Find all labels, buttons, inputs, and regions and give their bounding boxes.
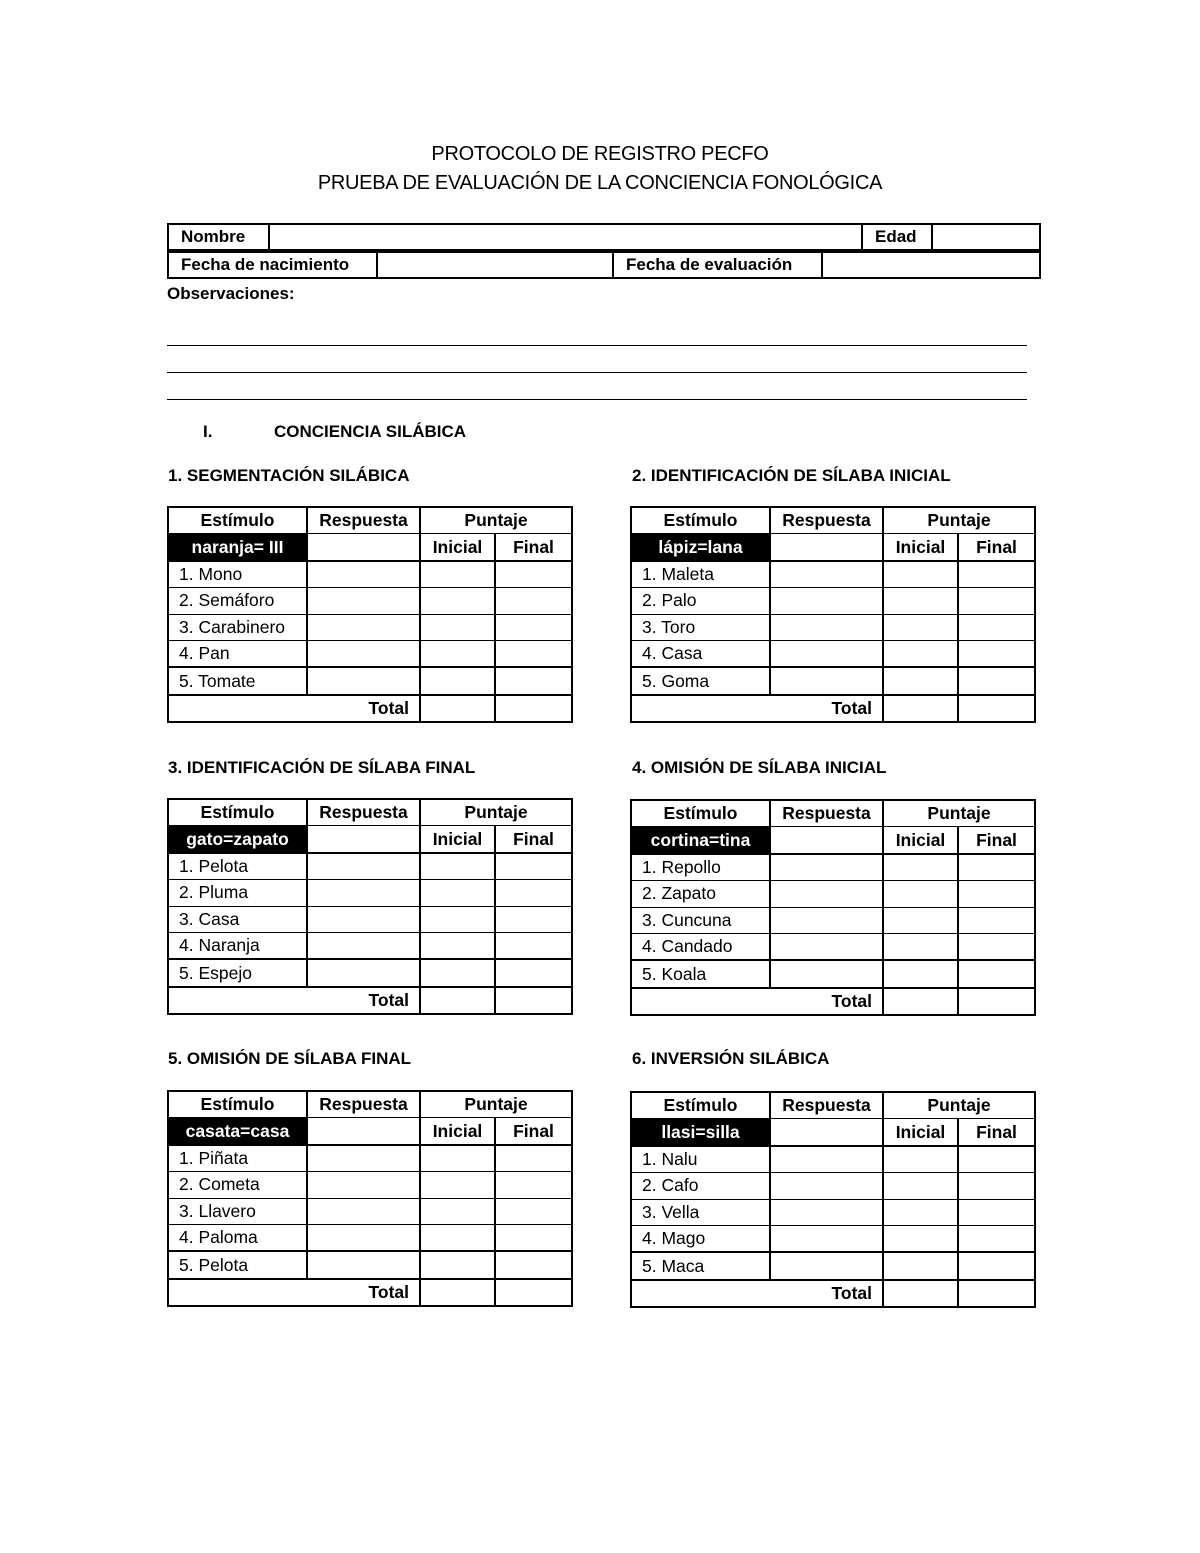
table-row — [631, 933, 1035, 960]
header-final: Final — [495, 534, 572, 561]
stimulus-item: 3. Toro — [631, 614, 770, 640]
stimulus-item: 1. Nalu — [631, 1146, 770, 1173]
header-inicial: Inicial — [420, 534, 495, 561]
score-inicial-cell[interactable] — [883, 561, 958, 588]
response-cell[interactable] — [770, 1252, 883, 1279]
total-label: Total — [631, 1280, 883, 1307]
score-inicial-cell[interactable] — [883, 1252, 958, 1279]
header-inicial: Inicial — [883, 534, 958, 561]
stimulus-item: 2. Pluma — [168, 880, 307, 906]
example-stimulus: cortina=tina — [631, 827, 770, 854]
stimulus-item: 4. Paloma — [168, 1224, 307, 1251]
header-estimulo: Estímulo — [631, 1092, 770, 1119]
example-stimulus: llasi=silla — [631, 1119, 770, 1146]
response-cell[interactable] — [307, 906, 420, 932]
header-final: Final — [958, 534, 1035, 561]
score-final-cell[interactable] — [958, 1173, 1035, 1199]
score-final-cell[interactable] — [495, 561, 572, 588]
response-cell[interactable] — [770, 854, 883, 881]
score-inicial-cell[interactable] — [883, 1173, 958, 1199]
subtest-table — [630, 1091, 1036, 1308]
stimulus-item: 3. Cuncuna — [631, 907, 770, 933]
stimulus-item: 3. Carabinero — [168, 614, 307, 640]
subtest-table — [167, 506, 573, 723]
subtest-title: 2. IDENTIFICACIÓN DE SÍLABA INICIAL — [632, 466, 951, 485]
subtest-table — [630, 506, 1036, 723]
table-row — [631, 667, 1035, 694]
table-row — [168, 880, 572, 906]
nombre-label: Nombre — [168, 224, 269, 250]
response-cell[interactable] — [307, 1251, 420, 1278]
header-final: Final — [958, 1119, 1035, 1146]
section-number: I. — [203, 422, 213, 441]
score-final-cell[interactable] — [495, 1251, 572, 1278]
score-final-cell[interactable] — [958, 640, 1035, 667]
header-puntaje: Puntaje — [883, 800, 1035, 827]
subtest-title: 4. OMISIÓN DE SÍLABA INICIAL — [632, 758, 887, 777]
info-table-row1 — [167, 223, 1041, 251]
total-label: Total — [168, 695, 420, 722]
response-cell[interactable] — [307, 853, 420, 880]
subtest-table — [630, 799, 1036, 1016]
stimulus-item: 4. Pan — [168, 640, 307, 667]
score-inicial-cell[interactable] — [883, 667, 958, 694]
total-final-cell[interactable] — [958, 988, 1035, 1015]
stimulus-item: 2. Cometa — [168, 1172, 307, 1198]
score-final-cell[interactable] — [495, 1145, 572, 1172]
stimulus-item: 3. Llavero — [168, 1198, 307, 1224]
total-label: Total — [168, 1279, 420, 1306]
example-stimulus: lápiz=lana — [631, 534, 770, 561]
total-final-cell[interactable] — [495, 987, 572, 1014]
stimulus-item: 4. Candado — [631, 933, 770, 960]
score-final-cell[interactable] — [495, 906, 572, 932]
header-estimulo: Estímulo — [631, 507, 770, 534]
score-final-cell[interactable] — [495, 588, 572, 614]
response-cell[interactable] — [307, 1198, 420, 1224]
score-inicial-cell[interactable] — [420, 959, 495, 986]
example-response-cell — [770, 1119, 883, 1146]
table-row — [631, 561, 1035, 588]
score-final-cell[interactable] — [958, 1199, 1035, 1225]
edad-label: Edad — [862, 224, 932, 250]
score-inicial-cell[interactable] — [420, 1172, 495, 1198]
response-cell[interactable] — [307, 880, 420, 906]
table-row — [168, 1224, 572, 1251]
example-stimulus: gato=zapato — [168, 826, 307, 853]
total-inicial-cell[interactable] — [420, 695, 495, 722]
fecha-nacimiento-label: Fecha de nacimiento — [168, 252, 377, 278]
stimulus-item: 5. Pelota — [168, 1251, 307, 1278]
score-final-cell[interactable] — [958, 960, 1035, 987]
header-inicial: Inicial — [883, 1119, 958, 1146]
table-row — [168, 1251, 572, 1278]
table-row — [631, 1225, 1035, 1252]
score-inicial-cell[interactable] — [883, 933, 958, 960]
response-cell[interactable] — [307, 614, 420, 640]
header-respuesta: Respuesta — [770, 800, 883, 827]
table-row — [168, 640, 572, 667]
table-row — [168, 853, 572, 880]
score-final-cell[interactable] — [495, 853, 572, 880]
table-row — [631, 1252, 1035, 1279]
fecha-nacimiento-field[interactable] — [377, 252, 613, 278]
score-final-cell[interactable] — [495, 1198, 572, 1224]
total-final-cell[interactable] — [495, 1279, 572, 1306]
score-inicial-cell[interactable] — [420, 588, 495, 614]
score-inicial-cell[interactable] — [883, 614, 958, 640]
response-cell[interactable] — [770, 907, 883, 933]
total-final-cell[interactable] — [495, 695, 572, 722]
table-row — [168, 561, 572, 588]
score-final-cell[interactable] — [495, 1172, 572, 1198]
total-inicial-cell[interactable] — [420, 987, 495, 1014]
score-inicial-cell[interactable] — [883, 881, 958, 907]
score-inicial-cell[interactable] — [883, 960, 958, 987]
stimulus-item: 4. Naranja — [168, 932, 307, 959]
response-cell[interactable] — [307, 1145, 420, 1172]
response-cell[interactable] — [307, 640, 420, 667]
fecha-evaluacion-field[interactable] — [822, 252, 1040, 278]
subtest-title: 1. SEGMENTACIÓN SILÁBICA — [168, 466, 410, 485]
stimulus-item: 3. Vella — [631, 1199, 770, 1225]
stimulus-item: 5. Koala — [631, 960, 770, 987]
score-inicial-cell[interactable] — [420, 1198, 495, 1224]
score-inicial-cell[interactable] — [420, 1251, 495, 1278]
observaciones-line[interactable] — [167, 372, 1027, 373]
total-label: Total — [631, 695, 883, 722]
response-cell[interactable] — [770, 933, 883, 960]
header-puntaje: Puntaje — [420, 799, 572, 826]
header-puntaje: Puntaje — [420, 1091, 572, 1118]
score-final-cell[interactable] — [958, 907, 1035, 933]
stimulus-item: 1. Pelota — [168, 853, 307, 880]
observaciones-line[interactable] — [167, 399, 1027, 400]
score-inicial-cell[interactable] — [420, 1224, 495, 1251]
edad-field[interactable] — [932, 224, 1040, 250]
example-response-cell — [770, 827, 883, 854]
score-final-cell[interactable] — [495, 932, 572, 959]
example-response-cell — [770, 534, 883, 561]
nombre-field[interactable] — [269, 224, 862, 250]
response-cell[interactable] — [770, 960, 883, 987]
fecha-evaluacion-label: Fecha de evaluación — [613, 252, 822, 278]
response-cell[interactable] — [770, 881, 883, 907]
stimulus-item: 5. Maca — [631, 1252, 770, 1279]
response-cell[interactable] — [770, 667, 883, 694]
stimulus-item: 4. Casa — [631, 640, 770, 667]
score-final-cell[interactable] — [958, 933, 1035, 960]
stimulus-item: 2. Cafo — [631, 1173, 770, 1199]
table-row — [168, 932, 572, 959]
stimulus-item: 5. Espejo — [168, 959, 307, 986]
score-final-cell[interactable] — [958, 1146, 1035, 1173]
score-inicial-cell[interactable] — [420, 561, 495, 588]
subtest-table — [167, 798, 573, 1015]
score-inicial-cell[interactable] — [420, 906, 495, 932]
table-row — [168, 614, 572, 640]
header-final: Final — [495, 1118, 572, 1145]
total-inicial-cell[interactable] — [420, 1279, 495, 1306]
table-row — [168, 1145, 572, 1172]
table-row — [168, 906, 572, 932]
table-row — [631, 588, 1035, 614]
header-estimulo: Estímulo — [168, 1091, 307, 1118]
total-final-cell[interactable] — [958, 1280, 1035, 1307]
header-puntaje: Puntaje — [420, 507, 572, 534]
subtest-title: 5. OMISIÓN DE SÍLABA FINAL — [168, 1049, 412, 1068]
example-response-cell — [307, 1118, 420, 1145]
subtest-title: 3. IDENTIFICACIÓN DE SÍLABA FINAL — [168, 758, 476, 777]
table-row — [631, 1199, 1035, 1225]
table-row — [631, 960, 1035, 987]
score-final-cell[interactable] — [495, 959, 572, 986]
stimulus-item: 1. Piñata — [168, 1145, 307, 1172]
score-inicial-cell[interactable] — [883, 588, 958, 614]
header-respuesta: Respuesta — [307, 507, 420, 534]
total-inicial-cell[interactable] — [883, 988, 958, 1015]
score-final-cell[interactable] — [495, 640, 572, 667]
example-stimulus: naranja= III — [168, 534, 307, 561]
stimulus-item: 1. Maleta — [631, 561, 770, 588]
response-cell[interactable] — [307, 667, 420, 694]
info-table-row2 — [167, 251, 1041, 279]
score-final-cell[interactable] — [495, 1224, 572, 1251]
response-cell[interactable] — [307, 1224, 420, 1251]
observaciones-label: Observaciones: — [167, 284, 295, 303]
header-inicial: Inicial — [420, 1118, 495, 1145]
response-cell[interactable] — [770, 1173, 883, 1199]
total-label: Total — [168, 987, 420, 1014]
header-inicial: Inicial — [420, 826, 495, 853]
table-row — [168, 667, 572, 694]
stimulus-item: 5. Tomate — [168, 667, 307, 694]
response-cell[interactable] — [770, 588, 883, 614]
score-inicial-cell[interactable] — [420, 853, 495, 880]
score-final-cell[interactable] — [958, 614, 1035, 640]
header-puntaje: Puntaje — [883, 507, 1035, 534]
table-row — [168, 1198, 572, 1224]
example-response-cell — [307, 534, 420, 561]
score-final-cell[interactable] — [958, 854, 1035, 881]
stimulus-item: 2. Zapato — [631, 881, 770, 907]
response-cell[interactable] — [307, 959, 420, 986]
stimulus-item: 3. Casa — [168, 906, 307, 932]
table-row — [631, 614, 1035, 640]
response-cell[interactable] — [307, 1172, 420, 1198]
stimulus-item: 2. Semáforo — [168, 588, 307, 614]
table-row — [631, 854, 1035, 881]
response-cell[interactable] — [770, 1225, 883, 1252]
score-inicial-cell[interactable] — [420, 1145, 495, 1172]
score-inicial-cell[interactable] — [883, 1225, 958, 1252]
table-row — [168, 588, 572, 614]
response-cell[interactable] — [307, 932, 420, 959]
table-row — [631, 907, 1035, 933]
score-final-cell[interactable] — [495, 614, 572, 640]
subtest-title: 6. INVERSIÓN SILÁBICA — [632, 1049, 830, 1068]
header-estimulo: Estímulo — [168, 799, 307, 826]
score-inicial-cell[interactable] — [420, 640, 495, 667]
stimulus-item: 4. Mago — [631, 1225, 770, 1252]
total-inicial-cell[interactable] — [883, 695, 958, 722]
score-inicial-cell[interactable] — [420, 667, 495, 694]
score-inicial-cell[interactable] — [883, 1146, 958, 1173]
score-final-cell[interactable] — [958, 561, 1035, 588]
response-cell[interactable] — [770, 1146, 883, 1173]
header-puntaje: Puntaje — [883, 1092, 1035, 1119]
response-cell[interactable] — [307, 561, 420, 588]
score-final-cell[interactable] — [495, 667, 572, 694]
header-final: Final — [958, 827, 1035, 854]
header-respuesta: Respuesta — [770, 1092, 883, 1119]
score-inicial-cell[interactable] — [883, 854, 958, 881]
header-final: Final — [495, 826, 572, 853]
table-row — [168, 1172, 572, 1198]
score-final-cell[interactable] — [958, 588, 1035, 614]
stimulus-item: 1. Mono — [168, 561, 307, 588]
score-final-cell[interactable] — [495, 880, 572, 906]
response-cell[interactable] — [770, 640, 883, 667]
score-inicial-cell[interactable] — [883, 1199, 958, 1225]
section-title: CONCIENCIA SILÁBICA — [274, 422, 467, 441]
header-estimulo: Estímulo — [168, 507, 307, 534]
score-final-cell[interactable] — [958, 1225, 1035, 1252]
stimulus-item: 5. Goma — [631, 667, 770, 694]
subtest-table — [167, 1090, 573, 1307]
score-final-cell[interactable] — [958, 667, 1035, 694]
score-final-cell[interactable] — [958, 1252, 1035, 1279]
score-final-cell[interactable] — [958, 881, 1035, 907]
table-row — [631, 881, 1035, 907]
table-row — [631, 1146, 1035, 1173]
total-final-cell[interactable] — [958, 695, 1035, 722]
response-cell[interactable] — [770, 561, 883, 588]
table-row — [168, 959, 572, 986]
example-response-cell — [307, 826, 420, 853]
table-row — [631, 640, 1035, 667]
score-inicial-cell[interactable] — [883, 640, 958, 667]
header-inicial: Inicial — [883, 827, 958, 854]
header-estimulo: Estímulo — [631, 800, 770, 827]
score-inicial-cell[interactable] — [420, 614, 495, 640]
response-cell[interactable] — [770, 614, 883, 640]
score-inicial-cell[interactable] — [420, 932, 495, 959]
header-respuesta: Respuesta — [307, 799, 420, 826]
response-cell[interactable] — [770, 1199, 883, 1225]
document-title: PROTOCOLO DE REGISTRO PECFO — [431, 143, 769, 165]
document-subtitle: PRUEBA DE EVALUACIÓN DE LA CONCIENCIA FONOLÓGICA — [317, 172, 883, 194]
header-respuesta: Respuesta — [307, 1091, 420, 1118]
response-cell[interactable] — [307, 588, 420, 614]
table-row — [631, 1173, 1035, 1199]
stimulus-item: 1. Repollo — [631, 854, 770, 881]
example-stimulus: casata=casa — [168, 1118, 307, 1145]
total-label: Total — [631, 988, 883, 1015]
score-inicial-cell[interactable] — [883, 907, 958, 933]
header-respuesta: Respuesta — [770, 507, 883, 534]
stimulus-item: 2. Palo — [631, 588, 770, 614]
observaciones-line[interactable] — [167, 345, 1027, 346]
score-inicial-cell[interactable] — [420, 880, 495, 906]
total-inicial-cell[interactable] — [883, 1280, 958, 1307]
